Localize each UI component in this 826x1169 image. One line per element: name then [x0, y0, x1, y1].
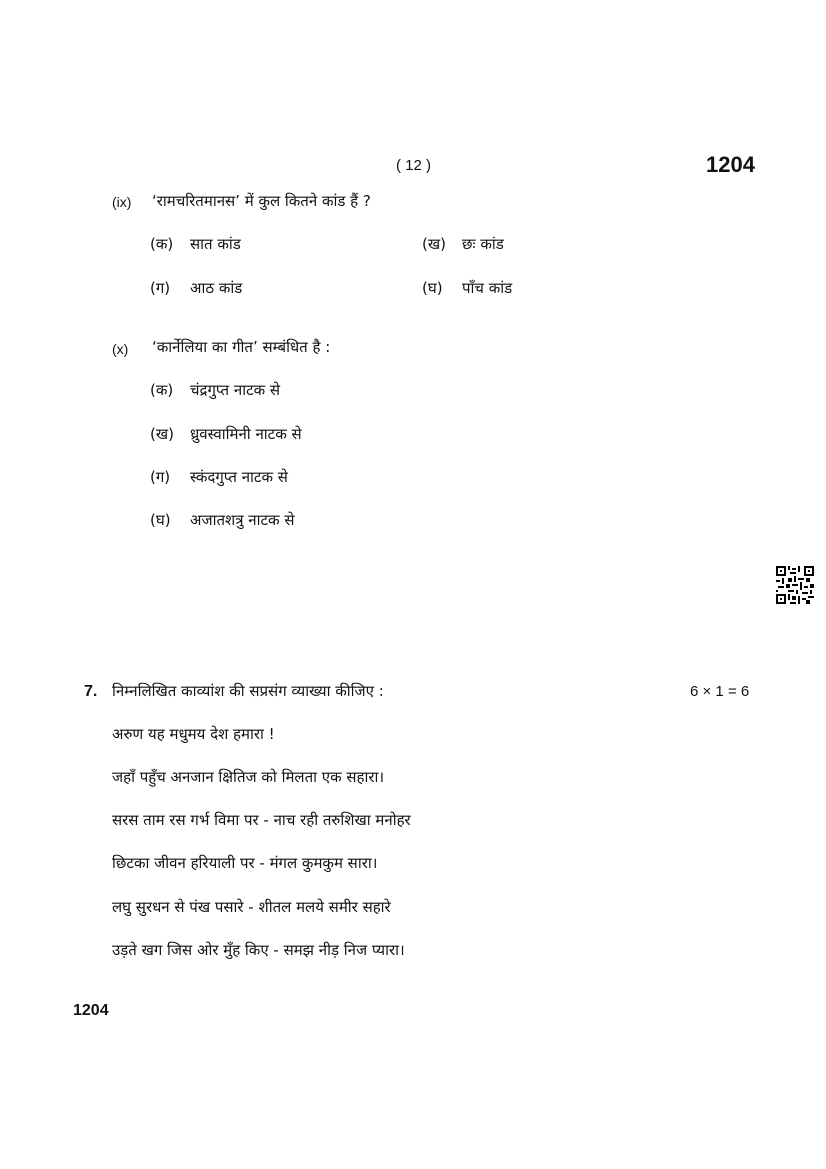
poem-line: छिटका जीवन हरियाली पर - मंगल कुमकुम सारा।	[112, 854, 378, 872]
option-label: (घ)	[422, 279, 443, 297]
poem-line: सरस ताम रस गर्भ विमा पर - नाच रही तरुशिखा मनोहर	[112, 811, 411, 829]
option-label: (ख)	[422, 235, 446, 253]
option-label: (घ)	[150, 511, 171, 529]
question-number-ix: (ix)	[112, 194, 132, 210]
option-label: (क)	[150, 381, 174, 399]
poem-line: उड़ते खग जिस ओर मुँह किए - समझ नीड़ निज प्यारा।	[112, 941, 405, 959]
paper-code-bottom: 1204	[73, 1002, 109, 1019]
question-instruction-7: निम्नलिखित काव्यांश की सप्रसंग व्याख्या कीजिए :	[112, 682, 384, 700]
option-text: ध्रुवस्वामिनी नाटक से	[190, 425, 302, 443]
option-text: चंद्रगुप्त नाटक से	[190, 381, 281, 399]
question-text-x: ‘कार्नेलिया का गीत’ सम्बंधित है :	[152, 338, 331, 356]
marks-allocation: 6 × 1 = 6	[690, 683, 750, 700]
option-text: अजातशत्रु नाटक से	[190, 511, 295, 529]
option-label: (ग)	[150, 468, 171, 486]
poem-line: अरुण यह मधुमय देश हमारा !	[112, 725, 275, 743]
option-label: (क)	[150, 235, 174, 253]
paper-code-top: 1204	[706, 152, 755, 177]
option-label: (ख)	[150, 425, 174, 443]
option-text: सात कांड	[190, 235, 241, 253]
question-number-x: (x)	[112, 341, 129, 357]
option-text: छः कांड	[462, 235, 504, 253]
poem-line: लघु सुरधन से पंख पसारे - शीतल मलये समीर सहारे	[112, 898, 391, 916]
page-number: ( 12 )	[396, 157, 432, 174]
qr-code-icon	[776, 566, 814, 604]
option-text: स्कंदगुप्त नाटक से	[190, 468, 288, 486]
option-text: आठ कांड	[190, 279, 243, 297]
question-text-ix: ‘रामचरितमानस’ में कुल कितने कांड हैं ?	[152, 192, 371, 210]
poem-line: जहाँ पहुँच अनजान क्षितिज को मिलता एक सहारा।	[112, 768, 385, 786]
option-text: पाँच कांड	[462, 279, 513, 297]
question-number-7: 7.	[84, 683, 98, 700]
option-label: (ग)	[150, 279, 171, 297]
